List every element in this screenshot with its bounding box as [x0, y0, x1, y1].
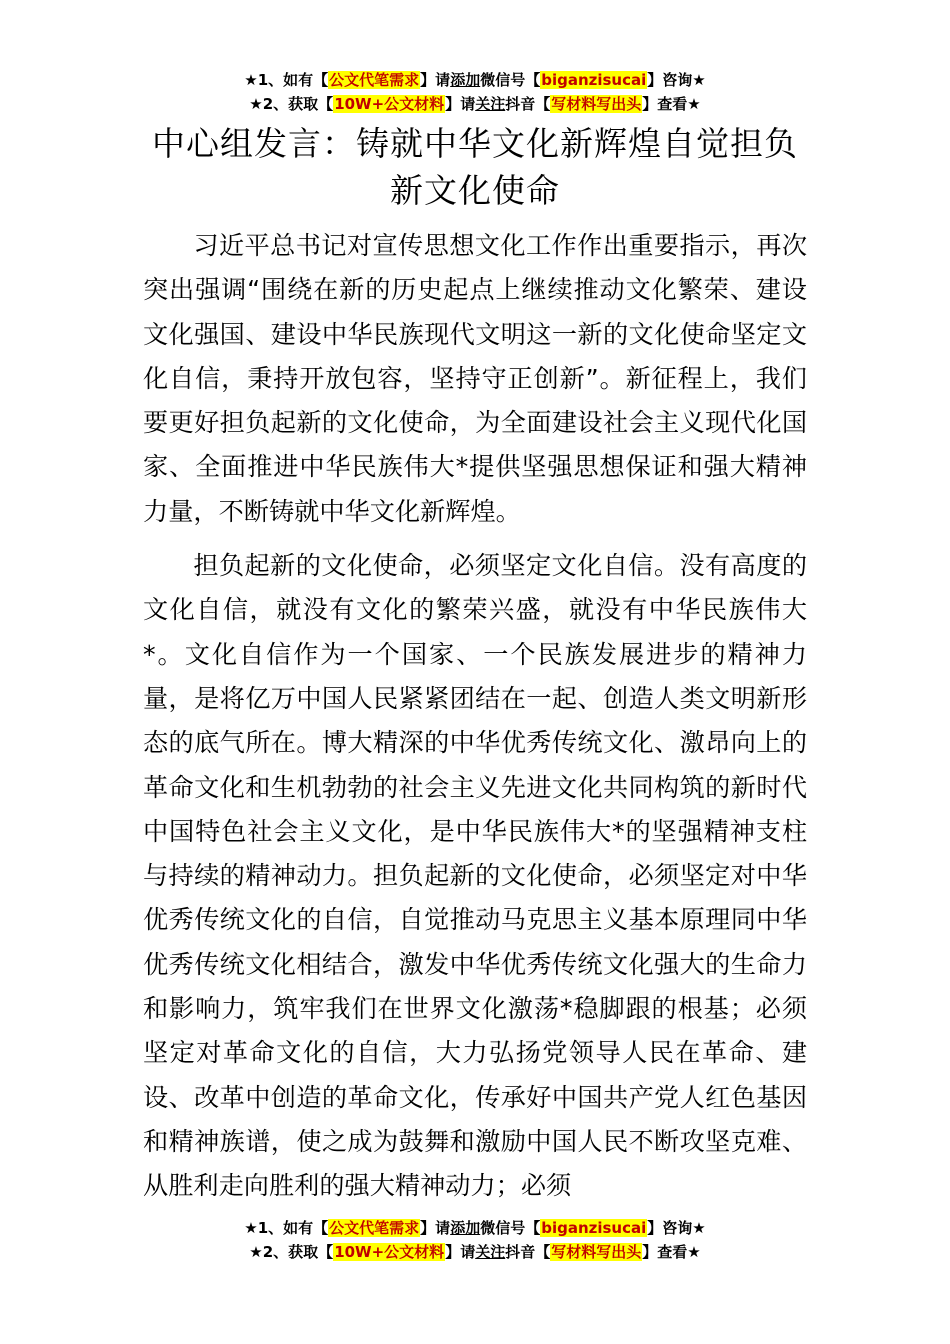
- banner-line-1: ★1、如有【公文代笔需求】请添加微信号【biganzisucai】咨询★: [244, 71, 706, 89]
- highlight-service: 公文代笔需求: [329, 1219, 420, 1237]
- highlight-materials: 10W+公文材料: [334, 95, 445, 113]
- paragraph-1: 习近平总书记对宣传思想文化工作作出重要指示，再次突出强调“围绕在新的历史起点上继续推动文化繁荣、建设文化强国、建设中华民族现代文明这一新的文化使命坚定文化自信，秉持开放包容，坚持守正创新”。新征程上，我们要更好担负起新的文化使命，为全面建设社会主义现代化国家、全面推进中华民族伟大*提供坚强思想保证和强大精神力量，不断铸就中华文化新辉煌。: [143, 231, 807, 526]
- banner-line-1: ★1、如有【公文代笔需求】请添加微信号【biganzisucai】咨询★: [244, 1219, 706, 1237]
- highlight-materials: 10W+公文材料: [334, 1243, 445, 1261]
- highlight-douyin-account: 写材料写出头: [551, 1243, 642, 1261]
- banner-line-2: ★2、获取【10W+公文材料】请关注抖音【写材料写出头】查看★: [249, 1243, 701, 1261]
- document-title: 中心组发言：铸就中华文化新辉煌自觉担负新文化使命: [152, 124, 798, 210]
- banner-line-2: ★2、获取【10W+公文材料】请关注抖音【写材料写出头】查看★: [249, 95, 701, 113]
- highlight-wechat-id: biganzisucai: [541, 71, 647, 89]
- highlight-douyin-account: 写材料写出头: [551, 95, 642, 113]
- highlight-wechat-id: biganzisucai: [541, 1219, 647, 1237]
- highlight-service: 公文代笔需求: [329, 71, 420, 89]
- paragraph-2: 担负起新的文化使命，必须坚定文化自信。没有高度的文化自信，就没有文化的繁荣兴盛，就没有中华民族伟大*。文化自信作为一个国家、一个民族发展进步的精神力量，是将亿万中国人民紧紧团结在一起、创造人类文明新形态的底气所在。博大精深的中华优秀传统文化、激昂向上的革命文化和生机勃勃的社会主义先进文化共同构筑的新时代中国特色社会主义文化，是中华民族伟大*的坚强精神支柱与持续的精神动力。担负起新的文化使命，必须坚定对中华优秀传统文化的自信，自觉推动马克思主义基本原理同中华优秀传统文化相结合，激发中华优秀传统文化强大的生命力和影响力，筑牢我们在世界文化激荡*稳脚跟的根基；必须坚定对革命文化的自信，大力弘扬党领导人民在革命、建设、改革中创造的革命文化，传承好中国共产党人红色基因和精神族谱，使之成为鼓舞和激励中国人民不断攻坚克难、从胜利走向胜利的强大精神动力；必须: [143, 551, 807, 1201]
- header-banner: [0, 68, 950, 116]
- document-body: [143, 224, 807, 1219]
- footer-banner: [0, 1216, 950, 1264]
